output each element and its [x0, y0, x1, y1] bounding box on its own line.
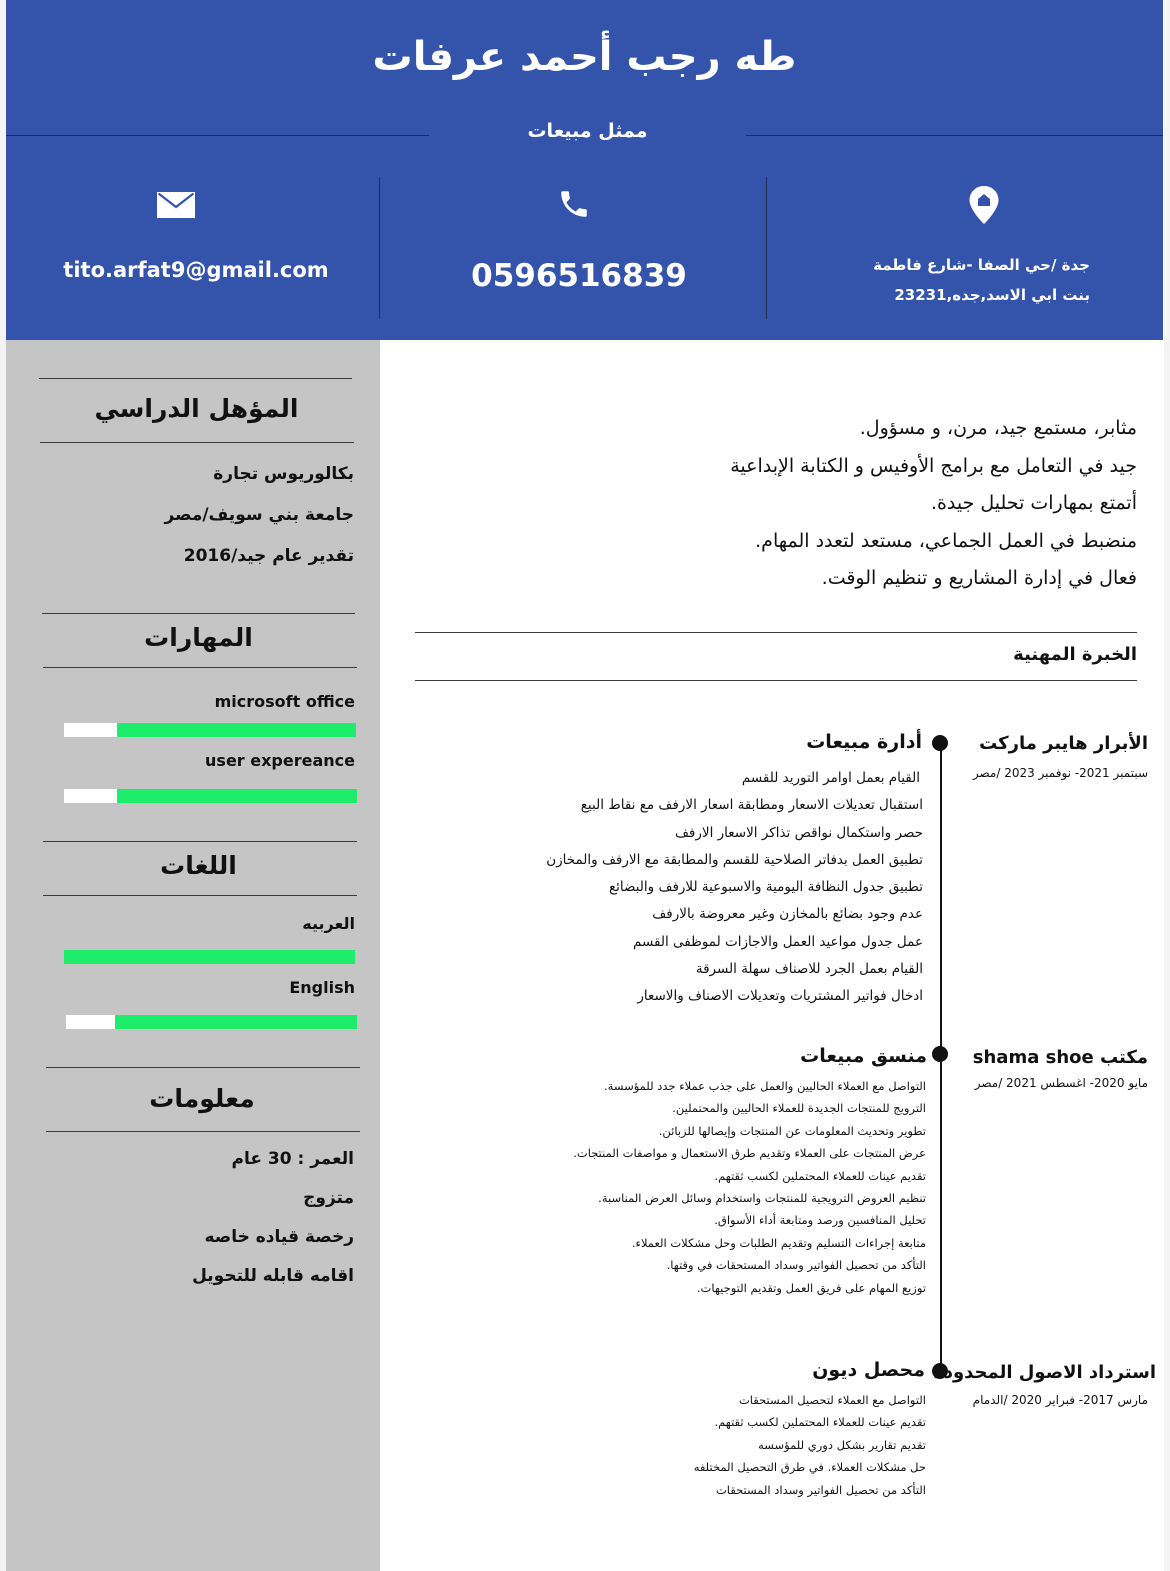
duty-item: حصر واستكمال نواقص تذاكر الاسعار الارفف	[674, 824, 923, 841]
job-date: سبتمبر 2021- نوفمبر 2023 /مصر	[972, 766, 1148, 780]
summary-line: جيد في التعامل مع برامج الأوفيس و الكتابة الإبداعية	[730, 454, 1137, 477]
timeline-dot	[932, 1046, 948, 1062]
job-role: منسق مبيعات	[800, 1045, 927, 1067]
job-title: ممثل مبيعات	[527, 120, 648, 142]
language-bar-fill	[115, 1015, 357, 1029]
languages-heading: اللغات	[160, 851, 237, 880]
profile-summary	[415, 410, 1137, 598]
language-bar	[64, 950, 355, 964]
title-divider-right	[746, 135, 1163, 136]
duty-item: تطبيق العمل بدفاتر الصلاحية للقسم والمطابقة مع الارفف والمخازن	[546, 851, 923, 868]
job-date: مارس 2017- فبراير 2020 /الدمام	[972, 1393, 1148, 1407]
address	[826, 250, 1090, 310]
summary-line: أتمتع بمهارات تحليل جيدة.	[930, 492, 1137, 514]
duty-item: القيام بعمل الجرد للاصناف سهلة السرقة	[695, 961, 923, 978]
contact-divider	[379, 177, 380, 319]
duty-item: تقديم عينات للعملاء المحتملين لكسب ثقتهم.	[714, 1415, 926, 1430]
skill-bar	[64, 789, 357, 803]
job-role: محصل ديون	[812, 1359, 925, 1381]
education-line: جامعة بني سويف/مصر	[164, 505, 354, 525]
section-divider	[415, 680, 1137, 681]
duty-item: تحليل المنافسين ورصد ومتابعة أداء الأسواق.	[714, 1213, 926, 1228]
contact-divider	[766, 177, 767, 319]
skill-label: microsoft office	[214, 692, 355, 711]
education-heading: المؤهل الدراسي	[94, 394, 299, 423]
duty-item: تقديم عينات للعملاء المحتملين لكسب ثقتهم.	[714, 1168, 926, 1183]
company-name: مكتب shama shoe	[972, 1047, 1148, 1068]
duty-item: الترويج للمنتجات الجديدة للعملاء الحاليين والمحتملين.	[672, 1101, 926, 1116]
job-duties	[573, 1075, 926, 1299]
duty-item: التأكد من تحصيل الفواتير وسداد المستحقات	[715, 1482, 926, 1497]
duty-item: القيام بعمل اوامر التوريد للقسم	[741, 770, 920, 786]
location-pin-icon	[968, 185, 1000, 225]
phone-number: 0596516839	[471, 258, 687, 294]
skills-heading: المهارات	[144, 623, 253, 652]
duty-item: التأكد من تحصيل الفواتير وسداد المستحقات في وقتها.	[666, 1258, 926, 1273]
language-bar-fill	[64, 950, 355, 964]
job-duties	[546, 765, 923, 1011]
summary-line: فعال في إدارة المشاريع و تنظيم الوقت.	[821, 567, 1137, 589]
duty-item: تطوير وتحديث المعلومات عن المنتجات وإيصالها للزبائن.	[658, 1123, 926, 1138]
section-divider	[39, 378, 352, 379]
duty-item: التواصل مع العملاء لتحصيل المستحقات	[738, 1393, 926, 1407]
education-line: بكالوريوس تجارة	[213, 464, 354, 484]
duty-item: استقبال تعديلات الاسعار ومطابقة اسعار الارفف مع نقاط البيع	[580, 797, 923, 814]
company-name: الأبرار هايبر ماركت	[979, 733, 1148, 754]
section-divider	[43, 895, 357, 896]
duty-item: عمل جدول مواعيد العمل والاجازات لموظفى القسم	[632, 933, 923, 950]
info-line: متزوج	[303, 1188, 354, 1208]
address-line: جدة /حي الصفا -شارع فاطمة	[873, 256, 1090, 274]
section-divider	[46, 1067, 360, 1068]
skill-bar-fill	[117, 723, 356, 737]
duty-item: تقديم تقارير بشكل دوري للمؤسسه	[758, 1437, 926, 1452]
language-label: English	[289, 978, 355, 997]
section-divider	[40, 442, 354, 443]
section-divider	[42, 613, 355, 614]
job-role: أدارة مبيعات	[806, 731, 922, 753]
address-line: بنت ابي الاسد,جده,23231	[894, 286, 1090, 304]
language-bar	[66, 1015, 357, 1029]
duty-item: عدم وجود بضائع بالمخازن وغير معروضة بالارفف	[652, 906, 923, 923]
education-line: تقدير عام جيد/2016	[183, 546, 354, 566]
duty-item: التواصل مع العملاء الحاليين والعمل على جذب عملاء جدد للمؤسسة.	[604, 1079, 926, 1093]
resume-header	[6, 0, 1163, 340]
duty-item: ادخال فواتير المشتريات وتعديلات الاصناف والاسعار	[637, 988, 923, 1005]
skill-label: user expereance	[205, 751, 355, 770]
section-divider	[46, 1131, 360, 1132]
envelope-icon	[157, 192, 195, 218]
skill-bar-fill	[117, 789, 357, 803]
info-heading: معلومات	[149, 1084, 255, 1113]
duty-item: توزيع المهام على فريق العمل وتقديم التوجيهات.	[696, 1280, 926, 1295]
section-divider	[43, 841, 357, 842]
job-duties	[694, 1389, 926, 1501]
duty-item: تطبيق جدول النظافة اليومية والاسبوعية للارفف والبضائع	[608, 879, 923, 896]
timeline-dot	[932, 735, 948, 751]
candidate-name: طه رجب أحمد عرفات	[372, 34, 797, 80]
section-divider	[415, 632, 1137, 633]
title-divider-left	[6, 135, 429, 136]
phone-icon	[557, 187, 591, 221]
page-edge-right	[1164, 0, 1170, 1571]
language-label: العربيه	[302, 914, 355, 933]
email-address: tito.arfat9@gmail.com	[63, 258, 329, 282]
duty-item: حل مشكلات العملاء. في طرق التحصيل المختلفه	[693, 1460, 926, 1475]
skill-bar	[64, 723, 356, 737]
summary-line: مثابر، مستمع جيد، مرن، و مسؤول.	[859, 417, 1137, 439]
section-divider	[43, 667, 357, 668]
info-line: اقامه قابله للتحويل	[192, 1266, 354, 1286]
experience-heading: الخبرة المهنية	[1013, 644, 1137, 665]
duty-item: عرض المنتجات على العملاء وتقديم طرق الاستعمال و مواصفات المنتجات.	[573, 1146, 926, 1161]
info-line: رخصة قياده خاصه	[204, 1227, 354, 1247]
duty-item: متابعة إجراءات التسليم وتقديم الطلبات وحل مشكلات العملاء.	[631, 1235, 926, 1250]
company-name: استرداد الاصول المحدوده	[933, 1362, 1156, 1383]
sidebar	[6, 340, 380, 1571]
job-date: مايو 2020- اغسطس 2021 /مصر	[974, 1076, 1148, 1090]
summary-line: منضبط في العمل الجماعي، مستعد لتعدد المهام.	[755, 529, 1137, 552]
duty-item: تنظيم العروض الترويجية للمنتجات واستخدام وسائل العرض المناسبة.	[598, 1191, 926, 1206]
info-line: العمر : 30 عام	[231, 1149, 354, 1169]
